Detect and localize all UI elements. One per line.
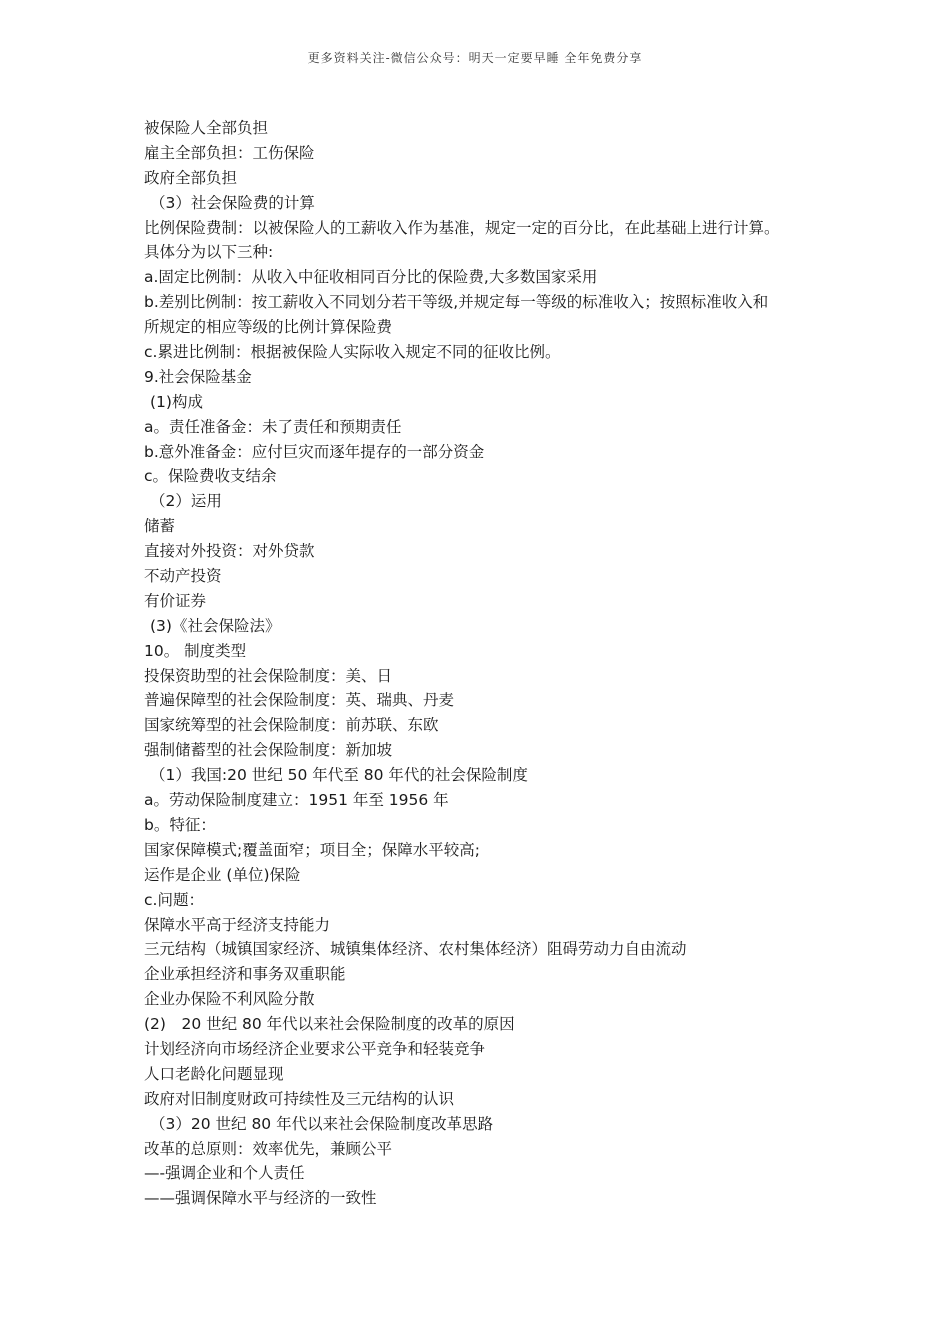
text-line: 有价证券: [144, 591, 207, 610]
text-line: 被保险人全部负担: [144, 119, 269, 137]
text-line: 改革的总原则：效率优先，兼顾公平: [144, 1139, 393, 1158]
text-line: a。劳动保险制度建立：1951 年至 1956 年: [144, 791, 449, 810]
text-line: ——强调保障水平与经济的一致性: [144, 1189, 377, 1208]
text-line: —-强调企业和个人责任: [144, 1164, 305, 1183]
text-line: 人口老龄化问题显现: [144, 1064, 284, 1083]
text-line: 保障水平高于经济支持能力: [144, 915, 331, 934]
text-line: a.固定比例制：从收入中征收相同百分比的保险费,大多数国家采用: [144, 268, 598, 287]
text-line: 强制储蓄型的社会保险制度：新加坡: [144, 741, 393, 760]
text-line: c.问题：: [144, 890, 204, 909]
text-line: 所规定的相应等级的比例计算保险费: [144, 318, 393, 337]
text-line: (1)构成: [150, 392, 203, 411]
text-line: (2) 20 世纪 80 年代以来社会保险制度的改革的原因: [144, 1015, 515, 1034]
text-line: a。责任准备金：未了责任和预期责任: [144, 417, 402, 436]
text-line: 不动产投资: [144, 567, 222, 586]
text-line: 9.社会保险基金: [144, 367, 252, 386]
text-line: c。保险费收支结余: [144, 467, 277, 486]
text-line: (3)《社会保险法》: [150, 616, 281, 635]
text-line: 投保资助型的社会保险制度：美、日: [144, 666, 393, 685]
text-line: 直接对外投资：对外贷款: [144, 542, 315, 561]
text-line: b.差别比例制：按工薪收入不同划分若干等级,并规定每一等级的标准收入；按照标准收入和: [144, 293, 769, 312]
text-line: 企业办保险不利风险分散: [144, 990, 315, 1009]
page-header-banner: 更多资料关注-微信公众号：明天一定要早睡 全年免费分享: [307, 51, 643, 65]
text-line: 10。 制度类型: [144, 641, 247, 660]
text-line: 政府全部负担: [144, 168, 238, 187]
text-line: 计划经济向市场经济企业要求公平竞争和轻装竞争: [144, 1039, 486, 1058]
text-line: 比例保险费制：以被保险人的工薪收入作为基准，规定一定的百分比，在此基础上进行计算。: [144, 218, 780, 237]
text-line: 三元结构（城镇国家经济、城镇集体经济、农村集体经济）阻碍劳动力自由流动: [144, 940, 687, 959]
text-line: （3）社会保险费的计算: [150, 193, 315, 212]
text-line: （2）运用: [150, 492, 222, 511]
text-line: （1）我国:20 世纪 50 年代至 80 年代的社会保险制度: [150, 766, 528, 785]
text-line: 国家统筹型的社会保险制度：前苏联、东欧: [144, 716, 439, 735]
text-line: b。特征：: [144, 815, 216, 834]
text-line: 普遍保障型的社会保险制度：英、瑞典、丹麦: [144, 691, 455, 710]
text-line: 储蓄: [144, 517, 176, 536]
text-line: 具体分为以下三种:: [144, 243, 274, 262]
text-line: （3）20 世纪 80 年代以来社会保险制度改革思路: [150, 1114, 494, 1133]
document-body: [144, 116, 824, 1211]
text-line: 国家保障模式;覆盖面窄；项目全；保障水平较高;: [144, 840, 480, 859]
text-line: b.意外准备金：应付巨灾而逐年提存的一部分资金: [144, 442, 485, 461]
text-line: 运作是企业 (单位)保险: [144, 865, 301, 884]
text-line: 企业承担经济和事务双重职能: [144, 965, 346, 984]
text-line: 雇主全部负担：工伤保险: [144, 143, 315, 162]
text-line: c.累进比例制：根据被保险人实际收入规定不同的征收比例。: [144, 343, 561, 362]
text-line: 政府对旧制度财政可持续性及三元结构的认识: [144, 1089, 455, 1108]
